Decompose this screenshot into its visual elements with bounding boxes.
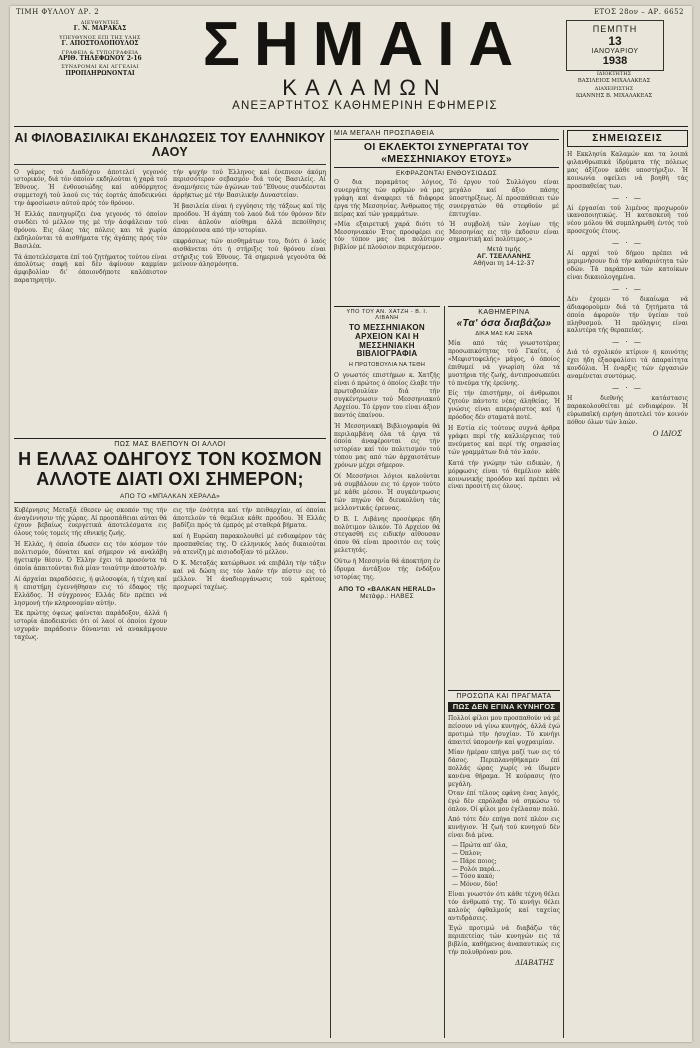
- paragraph: Ο γνωστός επιστήμων κ. Χατζής είναι ό πρώτος ό όποίος έλαβε τήν πρωτοβουλίαν διά τήν συγκέντρωσιν τού Μεσσηνιακού Αρχείου. Τό έργον του είναι άξιον παντός έπαίνου.: [334, 372, 440, 419]
- signature-date: Αθήναι τη 14-12-37: [473, 260, 535, 268]
- staff-name: ΑΡΙΘ. ΤΗΛΕΦΩΝΟΥ 2-16: [58, 55, 142, 63]
- column-rule: [563, 130, 564, 1038]
- staff-name: Γ. ΑΠΟΣΤΟΛΟΠΟΥΛΟΣ: [61, 40, 139, 48]
- newspaper-tagline: ΑΝΕΞΑΡΤΗΤΟΣ ΚΑΘΗΜΕΡΙΝΗ ΕΦΗΜΕΡΙΣ: [232, 100, 498, 112]
- ornament-divider: — · —: [612, 193, 643, 202]
- paragraph: Ούτω ή Μεσσηνία θά άποκτήση έν ίδρυμα άντάξιον τής ένδόξου ιστορίας της.: [334, 558, 440, 581]
- price-label: ΤΙΜΗ ΦΥΛΛΟΥ ΔΡ. 2: [16, 8, 100, 16]
- signature-name: ΑΓ. ΤΣΕΛΛΑΝΗΣ: [476, 253, 532, 261]
- kicker: ΠΡΟΣΩΠΑ ΚΑΙ ΠΡΑΓΜΑΤΑ: [456, 693, 552, 700]
- paragraph: Ό Β. Ι. Λιβάνης προσέφερε ήδη πολύτιμον ύλικόν. Τό Αρχείον θά στεγασθή εις ειδικήν αίθουσαν όπου θά είναι προσιτόν εις τούς μελετητάς.: [334, 515, 440, 555]
- signature-closing: Μετά τιμής: [487, 246, 521, 254]
- source: ΑΠΟ ΤΟ «ΒΑΛΚΑΝ ΗΕRALD»: [338, 585, 436, 593]
- paragraph: Τό έργον τού Συλλόγου είναι μεγάλο καί άξιο πάσης ύποστηρίξεως. Αί προσπάθειαι τών συνεργατών θά στεφθούν μέ έπιτυχίαν.: [449, 179, 559, 218]
- paragraph: Οί Μεσσήνιοι λόγιοι καλούνται νά συμβάλουν εις τό έργον τούτο μέ κάθε μέσον. Ή συγκέντρωσις τών πηγών θά διευκολύνη τάς μελλοντικάς έρευνας.: [334, 473, 440, 512]
- paragraph: Από τότε δέν επήγα ποτέ πλέον εις κυνήγιον. Ή ζωή τού κυνηγού δέν είναι διά μένα.: [448, 816, 560, 839]
- dialogue-line: — Ρολόι παρά...: [452, 865, 501, 873]
- kicker: ΚΑΘΗΜΕΡΙΝΑ: [478, 309, 530, 316]
- date-day: 13: [608, 34, 622, 48]
- date-year: 1938: [602, 55, 628, 67]
- paragraph: Ή Ελλάς πανηγυρίζει ένα γεγονός τό όποίον συνδέει τό μέλλον της μέ τήν άσφάλειαν τού θρόνου. Εις όλας τάς πόλεις και τά χωρία έκδηλούνται τά αισθήματα τής άγάπης πρός τόν Βασιλέα.: [14, 211, 167, 250]
- paragraph: Πολλοί φίλοι μου προσπαθούν νά μέ πείσουν νά γίνω κυνηγός, άλλά έγώ προτιμώ τήν ήσυχίαν. Τό κυνήγι άπαιτεί ύπομονήν καί ψυχραιμίαν.: [448, 715, 560, 746]
- article-contributors: [334, 130, 559, 302]
- date-month: ΙΑΝΟΥΑΡΙΟΥ: [591, 48, 639, 55]
- headline: ΟΙ ΕΚΛΕΚΤΟΙ ΣΥΝΕΡΓΑΤΑΙ ΤΟΥ «ΜΕΣΣΗΝΙΑΚΟΥ ΕΤΟΥΣ»: [334, 139, 559, 168]
- staff-name: Γ. Ν. ΜΑΡΑΚΑΣ: [73, 25, 127, 33]
- newspaper-page: [10, 6, 692, 1042]
- article-archive: [334, 306, 440, 1039]
- staff-label: ΣΥΝΔΡΟΜΑΙ ΚΑΙ ΑΓΓΕΛΙΑΙ: [61, 64, 139, 71]
- paragraph: τήν ψυχήν τού Έλληνος καί ένεπνεον άκόμη περισσότερον σεβασμόν διά τούς Βασιλείς. Αί άναμνήσεις τών άγώνων τού 'Έθνους συνδέονται άρρήκτως μέ τήν Βασιλικήν Δυναστείαν.: [173, 168, 326, 200]
- staff-name: ΒΑΣΙΛΕΙΟΣ ΜΙΧΑΛΑΚΕΑΣ: [577, 77, 651, 84]
- newspaper-subtitle: ΚΑΛΑΜΩΝ: [282, 75, 448, 100]
- paragraph: Μία από τάς γνωστοτέρας προσωπικότητας τού Γκαίτε, ό «Μεφιστοφελής» μάγος, ό όποίος έπιθυμεί νά γνωρίση όλα τά μυστήρια τής ζωής, άντιπροσωπεύει τό πνεύμα τής έρεύνης.: [448, 340, 560, 387]
- headline: ΑΙ ΦΙΛΟΒΑΣΙΛΙΚΑΙ ΕΚΔΗΛΩΣΕΙΣ ΤΟΥ ΕΛΛΗΝΙΚΟΥ ΛΑΟΥ: [14, 130, 326, 165]
- ornament-divider: — · —: [612, 284, 643, 293]
- date-box: [566, 20, 664, 71]
- translator: Μετάφρ.: ΗΛΒΕΣ: [360, 592, 414, 600]
- staff-name: ΠΡΟΠΛΗΡΩΝΟΝΤΑΙ: [65, 69, 135, 77]
- paragraph: Αί άρχαίαι παραδόσεις, ή φιλοσοφία, ή τέχνη καί ή επιστήμη έγεννήθησαν εις τό έδαφος τής Ελλάδος. Ή σύγχρονος Ελλάς δέν πρέπει νά λησμονή τήν κληρονομίαν αύτήν.: [14, 575, 167, 607]
- dialogue-line: — Μόνον, δύο!: [452, 881, 498, 889]
- byline: ΔΙΚΑ ΜΑΣ ΚΑΙ ΞΕΝΑ: [475, 331, 533, 337]
- masthead: [10, 6, 692, 124]
- paragraph: Έκ πρώτης όψεως φαίνεται παράδοξον, άλλά ή ιστορία άποδεικνύει ότι οί λαοί οί όποίοι έχουν ισχυράν παράδοσιν δύνανται νά ανακάμψουν ταχέως.: [14, 610, 167, 642]
- paragraph: Κυβέρνησις Μεταξά έθεσεν ώς σκοπόν της τήν άναγέννησιν τής χώρας. Αί προσπάθειαι αύται θά έχουν βεβαίως ευεργετικά άποτελέσματα εις όλους τούς τομείς τής εθνικής ζωής.: [14, 506, 167, 538]
- masthead-rule: [14, 126, 688, 127]
- staff-label: ΔΙΕΥΘΥΝΤΗΣ: [80, 20, 120, 26]
- paragraph: Αί αρχαί τού δήμου πρέπει νά μεριμνήσουν διά τήν καθαριότητα τών οδών. Τά παράπονα τών κατοίκων είναι δικαιολογημένα.: [567, 250, 688, 281]
- headline: Η ΕΛΛΑΣ ΟΔΗΓΟΥΣ ΤΟΝ ΚΟΣΜΟΝ ΑΛΛΟΤΕ ΔΙΑΤΙ ΟΧΙ ΣΗΜΕΡΟΝ;: [18, 449, 322, 489]
- headline: «Τα' όσα διαβάζω»: [456, 318, 552, 329]
- paragraph: Ή Ελλάς, ή όποία έδωσεν εις τόν κόσμον τόν πολιτισμόν, δύναται καί σήμερον νά αναλάβη ήγετικήν θέσιν. Ό Έλλην έχει τά προσόντα τά όποία άπαιτούνται διά μίαν τοιαύτην άποστολήν.: [14, 541, 167, 572]
- paragraph: εις τήν ένότητα καί τήν πειθαρχίαν, αί όποίαι άποτελούν τά θεμέλια κάθε προόδου. Ή Ελλάς βαδίζει πρός τά έμπρός μέ σταθερά βήματα.: [173, 506, 326, 530]
- paragraph: Η Εκκλησία Καλαμών και τα λοιπά φιλανθρωπικά ίδρύματα τής πόλεως μας άξίζουν κάθε υποστήριξιν. Ή κοινωνία οφείλει νά βοηθή τάς προσπαθείας των.: [567, 151, 688, 190]
- kicker: ΜΙΑ ΜΕΓΑΛΗ ΠΡΟΣΠΑΘΕΙΑ: [334, 130, 435, 137]
- paragraph: Ό Κ. Μεταξάς κατώρθωσε νά επιβάλη τήν τάξιν καί νά δώση εις τόν λαόν τήν πίστιν εις τό μέλλον. Ή άναδιοργάνωσις τού κράτους προχωρεί ταχέως.: [173, 560, 326, 591]
- paragraph: Διά τό σχολικόν κτίριον ή κοινότης έχει ήδη έξασφαλίσει τά άπαραίτητα κονδύλια. Ή έναρξις τών έργασιών αναμένεται συντόμως.: [567, 349, 688, 381]
- paragraph: Είς τήν έπιστήμην, οί άνθρωποι ζητούν πάντοτε νέας άληθείας. Ή γνώσις είναι απεριόριστος καί ή πρόοδος δέν σταματά ποτέ.: [448, 390, 560, 422]
- paragraph: Ή συμβολή τών λογίων τής Μεσσηνίας εις τήν έκδοσιν είναι σημαντική καί πολύτιμος.»: [449, 220, 559, 244]
- headline: ΠΩΣ ΔΕΝ ΕΓΙΝΑ ΚΥΝΗΓΟΣ: [448, 702, 560, 712]
- paragraph: Αί έργασίαι τού λιμένος προχωρούν ικανοποιητικώς. Ή κατασκευή τού νέου μόλου θά συμπληρωθή έντός τού προσεχούς έτους.: [567, 204, 688, 236]
- ornament-divider: — · —: [612, 239, 643, 248]
- dialogue-line: — Τόσο κακό;: [452, 873, 495, 881]
- article-hunting: [448, 690, 560, 1039]
- source: ΑΠΟ ΤΟ «ΜΠΑΛΚΑΝ ΧΕΡΑΛΔ»: [14, 493, 326, 503]
- staff-label: ΔΙΑΧΕΙΡΙΣΤΗΣ: [594, 86, 634, 93]
- dialogue-line: — Πάρε ποιος;: [452, 857, 497, 865]
- ornament-divider: — · —: [612, 338, 643, 347]
- subheadline: Η ΠΡΩΤΟΒΟΥΛΙΑ ΝΑ ΤΕΘΗ: [348, 362, 426, 369]
- signature: Ο ΙΔΙΟΣ: [652, 429, 682, 438]
- headline: ΤΟ ΜΕΣΣΗΝΙΑΚΟΝ ΑΡΧΕΙΟΝ ΚΑΙ Η ΜΕΣΣΗΝΙΑΚΗ ΒΙΒΛΙΟΓΡΑΦΙΑ: [349, 323, 425, 359]
- dialogue-line: — Όπλον;: [452, 849, 482, 857]
- staff-name: ΙΩΑΝΝΗΣ Β. ΜΙΧΑΛΑΚΕΑΣ: [575, 92, 653, 99]
- signature: ΔΙΑΒΑΤΗΣ: [515, 958, 554, 967]
- ornament-divider: — · —: [612, 383, 643, 392]
- paragraph: Όταν έπί τέλους εφάνη ένας λαγός, έγώ δέν επρόλαβα νά σηκώσω τό όπλον. Οί φίλοι μου έγέλασαν πολύ.: [448, 790, 560, 814]
- staff-label: ΙΔΙΟΚΤΗΤΗΣ: [596, 71, 632, 77]
- paragraph: Κατά τήν γνώμην τών ειδικών, ή μόρφωσις είναι τό θεμέλιον κάθε κοινωνικής προόδου καί πρέπει νά είναι προσιτή εις όλους.: [448, 459, 560, 491]
- paragraph: Δέν έχομεν τό δικαίωμα νά άδιαφορούμεν διά τά ζητήματα τά όποία άφορούν τήν ύγείαν τού πληθυσμού. Ή πρόληψις είναι καλυτέρα τής θεραπείας.: [567, 295, 688, 335]
- paragraph: εκφράσεως τών αισθημάτων του, διότι ό λαός αισθάνεται ότι ή στήριξις τού θρόνου είναι στήριξις τού Έθνους. Τά σημερινά γεγονότα θά μείνουν άλησμόνητα.: [173, 237, 326, 269]
- headline: ΣΗΜΕΙΩΣΕΙΣ: [567, 130, 688, 147]
- paragraph: «Μία εξαιρετική χαρά διότι τό Μεσσηνιακόν Έτος προσφέρει εις τόν τόπον μας ένα πολύτιμον βιβλίον μέ πλούσιον περιεχόμενον.: [334, 220, 444, 252]
- article-notes: [567, 130, 688, 1038]
- paragraph: Ο δια ποραμάτος λόγιος, συνεργάτης τών αρθμών νά μας γράφη καί άναφερει τά διάφορα έργα τής Μεσσηνίας. Άνθρωπος τής πείρας καί τών γραμμάτων.: [334, 179, 444, 218]
- article-royalist: [14, 130, 326, 434]
- article-world: [14, 438, 326, 1039]
- paragraph: Ή Μεσσηνιακή Βιβλιογραφία θά περιλαμβάνη όλα τά έργα τά όποία άναφέρονται εις τήν ιστορίαν καί τόν πολιτισμόν τού τόπου μας από τών άρχαιοτάτων χρόνων μέχρι σήμερον.: [334, 422, 440, 470]
- dialogue-line: — Πρώτα απ' όλα,: [452, 841, 508, 849]
- newspaper-title: ΣΗΜΑΙΑ: [202, 10, 528, 79]
- left-staff-box: [30, 20, 170, 79]
- paragraph: Η Εστία είς τούτους συχνά άρθρα γράφει περί τής καλλιέργειας τού πνεύματος καί περί τής σημασίας τών γραμμάτων διά τόν λαόν.: [448, 425, 560, 456]
- article-column: [448, 306, 560, 687]
- paragraph: Ή βασιλεία είναι ή εγγύησις τής τάξεως καί τής προόδου. Ή άγάπη τού λαού διά τόν θρόνον δέν είναι άπλούν αίσθημα άλλά πεποίθησις άπορρέουσα από τήν ιστορίαν.: [173, 203, 326, 234]
- paragraph: Είναι γνωστόν ότι κάθε τέχνη θέλει τόν άνθρωπό της. Τό κυνήγι θέλει καλούς όφθαλμούς καί ταχείας αντιδράσεις.: [448, 891, 560, 922]
- paragraph: Ο γάμος τού Διαδόχου άποτελεί γεγονός ιστορικόν, διά τόν όποίον εκδηλούται ή χαρά τού Έθνους. Ή ένθουσιώδης καί αύθόρμητος συμμετοχή τού λαού εις τάς έορτάς άποδεικνύει την άφοσίωσιν αύτού πρός τόν θρόνον.: [14, 168, 167, 208]
- subheadline: ΕΚΦΡΑΖΟΝΤΑΙ ΕΝΘΟΥΣΙΩΔΩΣ: [396, 170, 497, 178]
- paragraph: Έγώ προτιμώ νά διαβάζω τάς περιπετείας τών κυνηγών εις τά βιβλία, καθήμενος άναπαυτικώς εις τήν πολυθρόναν μου.: [448, 924, 560, 956]
- kicker: ΠΩΣ ΜΑΣ ΒΛΕΠΟΥΝ ΟΙ ΑΛΛΟΙ: [114, 441, 226, 448]
- issue-label: ΕΤΟΣ 28ον – ΑΡ. 6652: [593, 8, 684, 16]
- staff-label: ΓΡΑΦΕΙΑ & ΤΥΠΟΓΡΑΦΕΙΑ: [61, 49, 139, 56]
- kicker: ΥΠΟ ΤΟΥ ΑΝ. ΧΑΤΖΗ - Β. Ι. ΛΙΒΑΝΗ: [346, 309, 428, 321]
- paragraph: Τά άποτελέσματα έπί τού ζητήματος τούτου είναι άπολύτως σαφή καί δέν άφίνουν καμμίαν άμφιβολίαν δι' όποιονδήποτε καλόπιστον παρατηρητήν.: [14, 253, 167, 285]
- paragraph: Μίαν ήμέραν επήγα μαζί των εις τό δάσος. Περιπλανηθήκαμεν έπί πολλάς ώρας χωρίς νά ίδωμεν κανένα θήραμα. Ή κούρασις ήτο μεγάλη.: [448, 748, 560, 788]
- column-rule: [330, 130, 331, 1038]
- date-weekday: ΠΕΜΠΤΗ: [592, 24, 638, 34]
- paragraph: καί ή Ευρώπη παρακολουθεί μέ ενδιαφέρον τάς προσπαθείας της. Ό ελληνικός λαός δικαιούται νά ατενίζη μέ αισιοδοξίαν τό μέλλον.: [173, 533, 326, 557]
- right-staff-box: [558, 71, 670, 101]
- column-rule: [444, 306, 445, 1038]
- paragraph: Η διεθνής κατάστασις παρακολουθείται μέ ενδιαφέρον. Ή εύρωπαϊκή ειρήνη άποτελεί τόν κοινόν πόθον όλων τών λαών.: [567, 394, 688, 426]
- staff-label: ΥΠΕΥΘΥΝΟΣ ΕΠΙ ΤΗΣ ΥΛΗΣ: [59, 34, 141, 41]
